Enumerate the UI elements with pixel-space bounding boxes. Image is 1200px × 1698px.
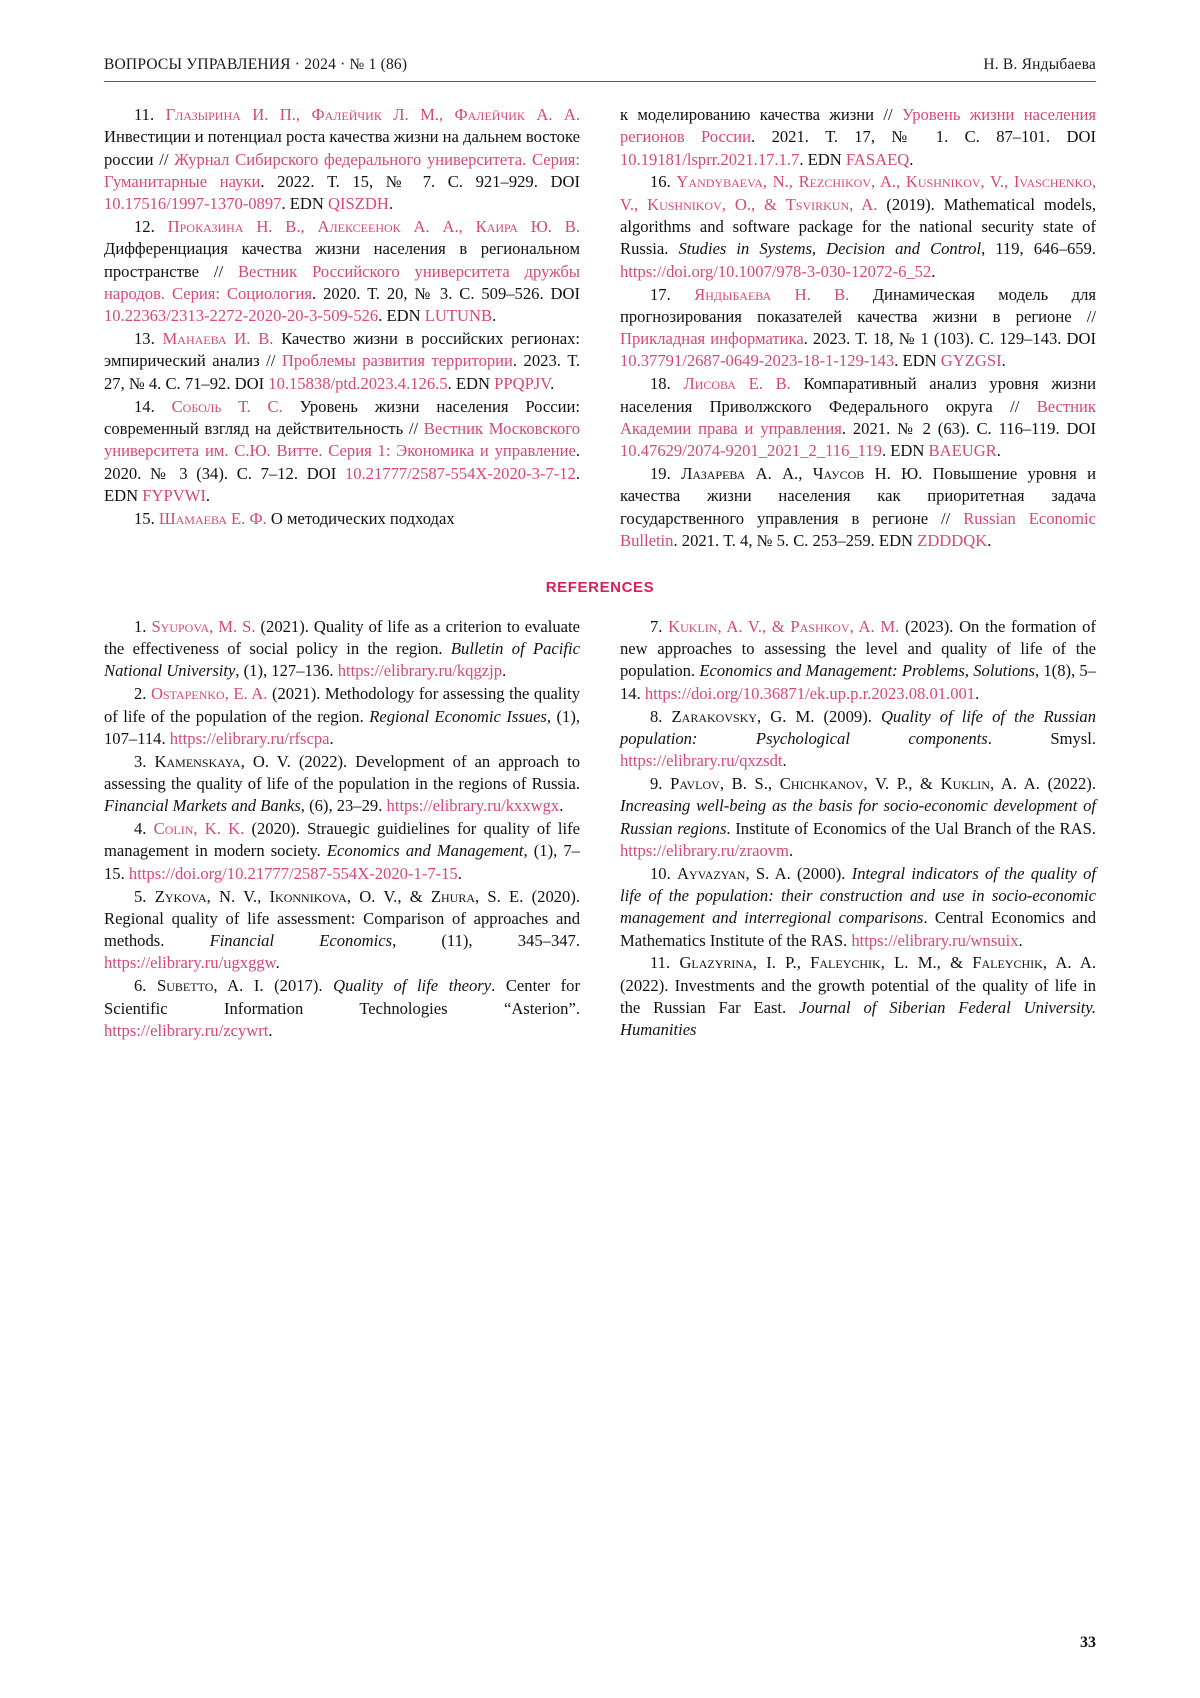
ref-source: Journal of Siberian Federal University. Humanities	[620, 998, 1096, 1040]
ref-url[interactable]: https://elibrary.ru/kxxwgx	[386, 796, 560, 816]
ref-edn[interactable]: QISZDH	[328, 194, 389, 214]
ref-tail: . 2021. Т. 4, № 5. С. 253–259. EDN	[673, 530, 918, 550]
ref-authors: Glazyrina, I. P., Faleychik, L. M., & Faleychik, A. A.	[679, 953, 1096, 973]
russian-references-right-column	[620, 104, 1096, 553]
ref-tail: , 1(8), 5–14.	[620, 661, 1096, 703]
reference-item	[620, 373, 1096, 462]
ref-number: 18.	[650, 374, 671, 394]
ref-text: (2022).	[1039, 773, 1096, 793]
ref-edn-label: . EDN	[281, 194, 329, 214]
ref-tail: . Institute of Economics of the Ual Branch of the RAS.	[726, 818, 1096, 838]
ref-source: Вестник Академии права и управления	[620, 396, 1096, 438]
russian-references-left-column	[104, 104, 580, 553]
ref-title: Компаративный анализ уровня жизни населения Приволжского Федерального округа //	[620, 374, 1096, 416]
ref-url[interactable]: https://elibrary.ru/wnsuix	[851, 930, 1019, 950]
ref-tail: . 2020. Т. 20, № 3. С. 509–526. DOI	[312, 284, 580, 303]
ref-text: (2009).	[814, 706, 881, 726]
reference-item	[620, 773, 1096, 862]
ref-end: .	[909, 149, 914, 169]
ref-source: Вестник Московского университета им. С.Ю. Витте. Серия 1: Экономика и управление	[104, 418, 580, 461]
ref-number: 11.	[650, 953, 671, 973]
ref-source: Economics and Management: Problems, Solutions	[699, 661, 1036, 681]
reference-item	[104, 328, 580, 395]
ref-url[interactable]: https://doi.org/10.21777/2587-554X-2020-1-7-15	[128, 863, 458, 883]
ref-tail: , (1), 127–136.	[235, 661, 338, 681]
ref-tail: , (6), 23–29.	[300, 796, 387, 816]
ref-edn[interactable]: FASAEQ	[845, 149, 910, 169]
reference-item	[104, 886, 580, 975]
reference-item	[104, 616, 580, 683]
reference-item	[620, 706, 1096, 773]
ref-authors: Проказина Н. В., Алексеенок А. А., Каира Ю. В.	[167, 217, 580, 237]
ref-authors: Яндыбаева Н. В.	[694, 284, 850, 304]
ref-source: Уровень жизни населения регионов России	[620, 105, 1096, 147]
ref-title: (2019). Mathematical models, algorithms and software package for the national security state of Russia.	[620, 194, 1096, 259]
ref-tail: , (11), 345–347.	[392, 931, 580, 951]
ref-end: .	[275, 953, 280, 973]
ref-text: (2020). Strauegic guidielines for quality of life management in modern society.	[104, 819, 580, 861]
ref-end: .	[492, 306, 497, 326]
ref-tail: . 2022. Т. 15, № 7. С. 921–929. DOI	[260, 171, 580, 191]
ref-text: (2000).	[790, 863, 852, 883]
page-number: 33	[1080, 1634, 1096, 1651]
ref-source: Проблемы развития территории	[281, 351, 513, 371]
ref-end: .	[550, 373, 555, 393]
reference-item	[104, 508, 580, 530]
ref-edn[interactable]: BAEUGR	[928, 441, 997, 461]
ref-authors: Ayvazyan, S. A.	[677, 863, 791, 883]
ref-source: Regional Economic Issues	[369, 706, 547, 726]
ref-authors: Манаева И. В.	[162, 329, 274, 349]
ref-number: 1.	[134, 616, 147, 636]
ref-tail: , (1), 107–114.	[104, 706, 580, 748]
ref-doi[interactable]: 10.19181/lsprr.2021.17.1.7	[620, 149, 800, 169]
ref-end: .	[268, 1020, 273, 1040]
ref-text: (2017).	[263, 976, 334, 996]
ref-number: 11.	[134, 105, 155, 124]
ref-url[interactable]: https://elibrary.ru/kqgzjp	[337, 661, 503, 681]
reference-item	[620, 284, 1096, 373]
ref-authors: Colin, K. K.	[153, 819, 245, 839]
ref-authors: Лисова Е. В.	[683, 374, 791, 394]
ref-number: 6.	[134, 976, 147, 996]
reference-item	[104, 818, 580, 885]
ref-doi[interactable]: 10.37791/2687-0649-2023-18-1-129-143	[620, 351, 895, 371]
ref-authors: Глазырина И. П., Фалейчик Л. М., Фалейчик А. А.	[165, 105, 580, 124]
ref-url[interactable]: https://doi.org/10.36871/ek.up.p.r.2023.08.01.001	[644, 683, 976, 703]
ref-title: Качество жизни в российских регионах: эмпирический анализ //	[104, 329, 580, 371]
ref-source: Прикладная информатика	[620, 329, 804, 349]
ref-end: .	[996, 441, 1001, 461]
english-references-left-column	[104, 616, 580, 1043]
ref-number: 2.	[134, 684, 147, 704]
ref-text: (2022). Investments and the growth potential of the quality of life in the Russian Far East.	[620, 975, 1096, 1018]
ref-end: .	[502, 661, 507, 681]
ref-source: Quality of life theory	[333, 976, 492, 996]
reference-item	[620, 863, 1096, 952]
ref-edn[interactable]: FYPVWI	[142, 485, 206, 505]
ref-tail: , (1), 7–15.	[104, 841, 580, 883]
ref-edn[interactable]: ZDDDQK	[917, 530, 988, 550]
ref-edn-label: . EDN	[881, 441, 929, 461]
ref-title: Динамическая модель для прогнозирования показателей качества жизни в регионе //	[620, 284, 1096, 326]
ref-end: .	[788, 840, 794, 860]
ref-source: Вестник Российского университета дружбы народов. Серия: Социология	[104, 261, 580, 303]
ref-source: Increasing well-being as the basis for socio-economic development of Russian regions	[620, 796, 1096, 838]
reference-item-continued	[620, 104, 1096, 171]
reference-item	[620, 463, 1096, 552]
ref-number: 10.	[650, 863, 671, 883]
ref-end: .	[205, 485, 211, 505]
ref-authors: Соболь Т. С.	[171, 396, 283, 416]
ref-end: .	[388, 194, 394, 214]
ref-end: .	[1018, 930, 1023, 950]
reference-item	[104, 216, 580, 328]
ref-url[interactable]: https://elibrary.ru/zraovm	[620, 840, 789, 860]
ref-source: Quality of life of the Russian population: Psychological components	[620, 706, 1096, 748]
ref-authors: Лазарева А. А., Чаусов Н. Ю.	[681, 464, 923, 483]
ref-source: Economics and Management	[326, 841, 524, 861]
ref-edn[interactable]: GYZGSI	[940, 351, 1002, 371]
ref-tail: . 2020. № 3 (34). С. 7–12. DOI	[104, 441, 580, 483]
ref-tail: . Center for Scientific Information Technologies “Asterion”.	[104, 976, 580, 1018]
ref-number: 17.	[650, 284, 671, 304]
ref-url[interactable]: https://elibrary.ru/qxzsdt	[620, 751, 783, 771]
references-heading: REFERENCES	[545, 578, 655, 596]
ref-doi[interactable]: 10.15838/ptd.2023.4.126.5	[268, 373, 448, 393]
ref-number: 15.	[134, 508, 155, 528]
ref-source: Financial Markets and Banks	[104, 796, 301, 816]
russian-references-columns	[104, 104, 1096, 553]
ref-authors: Kuklin, A. V., & Pashkov, A. M.	[668, 616, 900, 636]
ref-title: Дифференциация качества жизни населения в региональном пространстве //	[104, 239, 580, 281]
author-name: Н. В. Яндыбаева	[983, 56, 1096, 73]
ref-end: .	[931, 261, 936, 281]
ref-end: .	[1001, 351, 1006, 371]
ref-tail: . 2023. Т. 27, № 4. С. 71–92. DOI	[104, 351, 580, 393]
english-references-columns	[104, 616, 1096, 1043]
ref-authors: Zykova, N. V., Ikonnikova, O. V., & Zhura, S. E.	[154, 886, 524, 906]
ref-source: Studies in Systems, Decision and Control	[678, 239, 982, 259]
ref-text: (2023). On the formation of new approaches to assessing the level and quality of life of the population.	[620, 616, 1096, 681]
page-header	[104, 56, 1096, 74]
ref-number: 4.	[134, 819, 147, 839]
ref-number: 19.	[650, 464, 671, 483]
ref-edn-label: . EDN	[799, 149, 846, 169]
ref-title: Инвестиции и потенциал роста качества жизни на дальнем востоке россии //	[104, 127, 580, 169]
ref-url[interactable]: https://elibrary.ru/rfscpa	[169, 728, 330, 748]
reference-item	[620, 616, 1096, 705]
ref-doi[interactable]: 10.22363/2313-2272-2020-20-3-509-526	[104, 306, 379, 326]
ref-tail: . Central Economics and Mathematics Institute of the RAS.	[620, 908, 1096, 950]
ref-url[interactable]: https://elibrary.ru/ugxggw	[104, 953, 276, 973]
ref-source: Financial Economics	[209, 931, 393, 951]
journal-title: ВОПРОСЫ УПРАВЛЕНИЯ · 2024 · № 1 (86)	[104, 56, 408, 73]
ref-edn-label: . EDN	[447, 373, 495, 393]
ref-authors: Шамаева Е. Ф.	[158, 508, 267, 528]
ref-source: Bulletin of Pacific National University	[104, 639, 580, 681]
ref-authors: Yandybaeva, N., Rezchikov, A., Kushnikov, V., Ivaschenko, V., Kushnikov, O., & Tsvirkun, A.	[620, 172, 1096, 214]
ref-doi[interactable]: 10.21777/2587-554X-2020-3-7-12	[344, 463, 576, 483]
ref-tail: . 2021. № 2 (63). С. 116–119. DOI	[841, 418, 1096, 438]
ref-edn[interactable]: LUTUNB	[424, 306, 493, 326]
ref-end: .	[457, 863, 462, 883]
ref-number: 9.	[650, 773, 663, 793]
ref-source: Russian Economic Bulletin	[620, 508, 1096, 550]
header-divider	[104, 81, 1096, 82]
ref-source: Журнал Сибирского федерального университета. Серия: Гуманитарные науки	[104, 149, 580, 191]
reference-item	[104, 396, 580, 508]
ref-text: (2022). Development of an approach to assessing the quality of life of the population in the regions of Russia.	[104, 751, 580, 793]
ref-authors: Subetto, A. I.	[157, 976, 264, 996]
ref-doi[interactable]: https://doi.org/10.1007/978-3-030-12072-6_52	[620, 261, 932, 281]
ref-number: 16.	[650, 172, 671, 192]
ref-edn[interactable]: PPQPJV	[494, 373, 551, 393]
reference-item	[104, 683, 580, 750]
ref-authors: Syupova, M. S.	[151, 616, 256, 636]
reference-item	[104, 751, 580, 818]
ref-edn-label: . EDN	[378, 306, 425, 326]
ref-number: 12.	[134, 217, 155, 237]
english-references-right-column	[620, 616, 1096, 1043]
ref-tail: . 2021. Т. 17, № 1. С. 87–101. DOI	[751, 127, 1096, 147]
ref-number: 3.	[134, 751, 147, 771]
ref-title: Повышение уровня и качества жизни населения как приоритетная задача государственного управления в регионе //	[620, 464, 1096, 528]
ref-text: (2021). Quality of life as a criterion to evaluate the effectiveness of social policy in the region.	[104, 616, 580, 659]
ref-tail: , 119, 646–659.	[981, 239, 1096, 259]
ref-text: (2020). Regional quality of life assessment: Comparison of approaches and methods.	[104, 886, 581, 951]
ref-title: О методических подходах	[266, 508, 455, 528]
ref-authors: Zarakovsky, G. M.	[671, 706, 815, 726]
ref-source: Integral indicators of the quality of life of the population: their construction and use in socio-economic management and interregional comparisons	[620, 863, 1096, 928]
ref-end: .	[782, 751, 787, 771]
reference-item	[104, 104, 580, 216]
ref-end: .	[329, 728, 334, 748]
ref-authors: Ostapenko, E. A.	[151, 684, 268, 704]
ref-number: 14.	[134, 396, 155, 416]
ref-url[interactable]: https://elibrary.ru/zcywrt	[104, 1020, 269, 1040]
ref-tail: . 2023. Т. 18, № 1 (103). С. 129–143. DOI	[803, 329, 1096, 349]
ref-number: 13.	[134, 329, 155, 349]
ref-edn-label: . EDN	[894, 351, 941, 371]
ref-edn-label: . EDN	[104, 463, 580, 505]
ref-text: (2021). Methodology for assessing the quality of life of the population of the region.	[104, 684, 580, 726]
reference-item	[104, 975, 580, 1042]
ref-number: 5.	[134, 886, 147, 906]
ref-authors: Pavlov, B. S., Chichkanov, V. P., & Kuklin, A. A.	[670, 773, 1040, 793]
reference-item	[620, 952, 1096, 1041]
ref-number: 8.	[650, 706, 663, 726]
ref-doi[interactable]: 10.47629/2074-9201_2021_2_116_119	[620, 441, 882, 461]
ref-number: 7.	[650, 616, 663, 636]
ref-end: .	[975, 683, 980, 703]
ref-authors: Kamenskaya, O. V.	[154, 751, 291, 771]
ref-end: .	[559, 796, 564, 816]
ref-title: к моделированию качества жизни //	[620, 105, 902, 124]
ref-title: Уровень жизни населения России: современный взгляд на действительность //	[104, 396, 580, 438]
ref-end: .	[987, 530, 992, 550]
ref-tail: . Smysl.	[987, 728, 1096, 748]
ref-doi[interactable]: 10.17516/1997-1370-0897	[104, 194, 282, 214]
reference-item	[620, 171, 1096, 283]
